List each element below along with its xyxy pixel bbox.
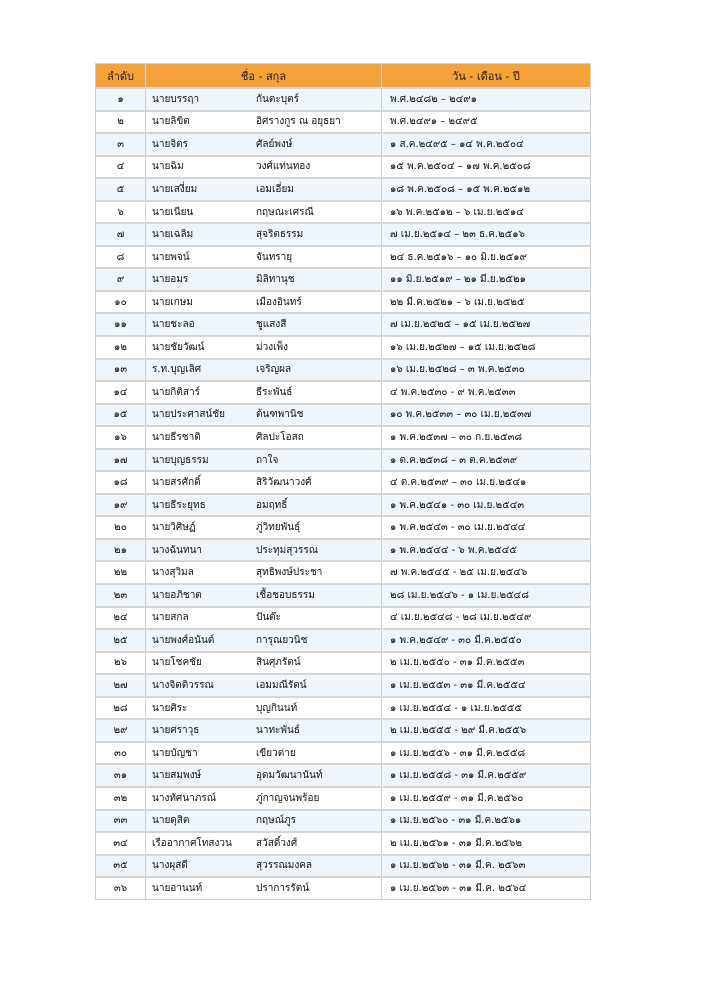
last-name: เมืองอินทร์ [256, 296, 302, 308]
first-name: นายโชคชัย [152, 657, 202, 669]
last-name: อมฤทธิ์ [256, 499, 288, 511]
row-name [146, 652, 382, 675]
row-name [146, 201, 382, 224]
row-term: ๑ พ.ค.๒๕๔๙ - ๓๐ มี.ค.๒๕๕๐ [382, 629, 591, 652]
last-name: สวัสดิ์วงศ์ [256, 837, 298, 849]
first-name: เรืออากาศโทสงวน [152, 837, 232, 849]
row-name [146, 629, 382, 652]
first-name: นายชัยวัฒน์ [152, 341, 205, 353]
row-term: ๑ ส.ค.๒๔๙๕ – ๑๔ พ.ค.๒๕๐๔ [382, 133, 591, 156]
table-row [96, 133, 591, 156]
row-term: ๑ เม.ย.๒๕๖๒ - ๓๑ มี.ค. ๒๕๖๓ [382, 855, 591, 878]
first-name: นายอานนท์ [152, 882, 203, 894]
header-term: วัน - เดือน - ปี [382, 64, 591, 89]
row-number: ๑๔ [96, 381, 146, 404]
table-row [96, 449, 591, 472]
first-name: นางทัศนาภรณ์ [152, 792, 216, 804]
row-number: ๓๖ [96, 877, 146, 899]
last-name: ภู่วิทยพันธุ์ [256, 522, 301, 534]
first-name: นายบุญธรรม [152, 454, 209, 466]
table-row [96, 787, 591, 810]
row-number: ๒๑ [96, 539, 146, 562]
row-term: ๑ เม.ย.๒๕๕๙ - ๓๑ มี.ค.๒๕๖๐ [382, 787, 591, 810]
last-name: ปราการรัตน์ [256, 882, 310, 894]
header-row [96, 64, 591, 89]
table-row [96, 810, 591, 833]
row-term: ๗ เม.ย.๒๕๒๕ – ๑๕ เม.ย.๒๕๒๗ [382, 313, 591, 336]
row-term: ๑๖ เม.ย.๒๕๒๗ – ๑๕ เม.ย.๒๕๒๘ [382, 336, 591, 359]
row-name [146, 742, 382, 765]
last-name: ศิลปะโอสถ [256, 431, 304, 443]
first-name: นายชะลอ [152, 319, 195, 331]
row-name [146, 697, 382, 720]
row-term: ๑ ต.ค.๒๕๓๘ – ๓ ต.ค.๒๕๓๙ [382, 449, 591, 472]
first-name: นายศิระ [152, 702, 188, 714]
last-name: มิลิทานุช [256, 274, 295, 286]
row-name [146, 359, 382, 382]
row-name [146, 539, 382, 562]
table-row [96, 201, 591, 224]
last-name: ประทุมสุวรรณ [256, 544, 319, 556]
table-header [96, 64, 591, 89]
last-name: ต้นฑพานิช [256, 409, 304, 421]
first-name: นายลิขิต [152, 116, 190, 128]
table-row [96, 652, 591, 675]
first-name: นางผุสดี [152, 860, 188, 872]
first-name: นางฉันทนา [152, 544, 203, 556]
table-row [96, 539, 591, 562]
table-row [96, 88, 591, 111]
table-row [96, 516, 591, 539]
row-term: ๒๘ เม.ย.๒๕๔๖ - ๑ เม.ย.๒๕๔๘ [382, 584, 591, 607]
row-term: ๑ พ.ค.๒๕๔๓ - ๓๐ เม.ย.๒๕๔๔ [382, 516, 591, 539]
row-term: ๔ ต.ค.๒๕๓๙ – ๓๐ เม.ย.๒๕๔๑ [382, 471, 591, 494]
table-row [96, 561, 591, 584]
row-term: ๒ เม.ย.๒๕๖๑ - ๓๑ มี.ค.๒๕๖๒ [382, 832, 591, 855]
last-name: กันตะบุตร์ [256, 93, 299, 105]
first-name: นายอภิชาต [152, 589, 202, 601]
row-term: ๑ เม.ย.๒๕๕๓ - ๓๑ มี.ค.๒๕๕๔ [382, 674, 591, 697]
table-row [96, 246, 591, 269]
first-name: นายเกษม [152, 296, 193, 308]
row-name [146, 787, 382, 810]
first-name: นายสรศักดิ์ [152, 477, 201, 489]
first-name: นายเสงี่ยม [152, 183, 198, 195]
row-number: ๓๐ [96, 742, 146, 765]
table-row [96, 742, 591, 765]
row-number: ๑๓ [96, 359, 146, 382]
row-number: ๒ [96, 111, 146, 134]
roster-table [95, 63, 591, 900]
row-number: ๑๕ [96, 404, 146, 427]
row-term: ๑๖ พ.ค.๒๕๑๒ – ๖ เม.ย.๒๕๑๔ [382, 201, 591, 224]
last-name: กฤษณะเศรณี [256, 206, 314, 218]
row-number: ๕ [96, 178, 146, 201]
first-name: ร.ท.บุญเลิศ [152, 364, 202, 376]
first-name: นายสมพงษ์ [152, 770, 202, 782]
row-number: ๓๑ [96, 764, 146, 787]
row-term: ๑๘ พ.ค.๒๕๐๘ – ๑๕ พ.ค.๒๕๑๒ [382, 178, 591, 201]
row-name [146, 246, 382, 269]
row-term: ๔ เม.ย.๒๕๔๘ - ๒๘ เม.ย.๒๕๔๙ [382, 607, 591, 630]
row-name [146, 674, 382, 697]
row-name [146, 156, 382, 179]
row-name [146, 719, 382, 742]
row-number: ๒๔ [96, 607, 146, 630]
row-term: ๗ พ.ค.๒๕๔๕ - ๒๕ เม.ย.๒๕๔๖ [382, 561, 591, 584]
row-number: ๓ [96, 133, 146, 156]
last-name: กฤษณ์ภูร [256, 815, 296, 827]
row-term: ๑๑ มิ.ย.๒๕๑๙ – ๒๑ มี.ย.๒๕๒๑ [382, 268, 591, 291]
row-name [146, 268, 382, 291]
table-row [96, 381, 591, 404]
row-name [146, 516, 382, 539]
first-name: นายวิศิษฏ์ [152, 522, 196, 534]
table-row [96, 697, 591, 720]
table-row [96, 629, 591, 652]
row-number: ๑๑ [96, 313, 146, 336]
row-number: ๙ [96, 268, 146, 291]
last-name: สุวรรณมงคล [256, 860, 313, 872]
row-number: ๒๘ [96, 697, 146, 720]
row-name [146, 561, 382, 584]
row-number: ๑๘ [96, 471, 146, 494]
row-number: ๑ [96, 88, 146, 111]
row-term: ๑ พ.ค.๒๕๔๑ - ๓๐ เม.ย.๒๕๔๓ [382, 494, 591, 517]
table-row [96, 426, 591, 449]
row-number: ๖ [96, 201, 146, 224]
row-number: ๒๒ [96, 561, 146, 584]
last-name: เอมมณีรัตน์ [256, 679, 307, 691]
row-name [146, 381, 382, 404]
last-name: วงศ์แท่นทอง [256, 161, 311, 173]
table-row [96, 607, 591, 630]
row-term: ๑ เม.ย.๒๕๕๖ - ๓๑ มี.ค.๒๕๕๘ [382, 742, 591, 765]
row-number: ๑๒ [96, 336, 146, 359]
row-term: ๒๒ มี.ค.๒๕๒๑ – ๖ เม.ย.๒๕๒๕ [382, 291, 591, 314]
row-name [146, 426, 382, 449]
last-name: เชื้อชอบธรรม [256, 589, 315, 601]
row-name [146, 291, 382, 314]
row-number: ๒๓ [96, 584, 146, 607]
first-name: นายอมร [152, 274, 189, 286]
last-name: บุญกินนท์ [256, 702, 298, 714]
first-name: นายบัญชา [152, 747, 198, 759]
table-row [96, 291, 591, 314]
last-name: อุดมวัฒนานันท์ [256, 770, 323, 782]
first-name: นายศราวุธ [152, 725, 200, 737]
row-term: ๒ เม.ย.๒๕๕๕ - ๒๙ มี.ค.๒๕๕๖ [382, 719, 591, 742]
row-name [146, 494, 382, 517]
row-number: ๑๗ [96, 449, 146, 472]
last-name: ภู่กาญจนพร้อย [256, 792, 320, 804]
row-name [146, 832, 382, 855]
row-name [146, 133, 382, 156]
table-row [96, 674, 591, 697]
table-row [96, 359, 591, 382]
last-name: สิริวัฒนาวงศ์ [256, 477, 312, 489]
first-name: นายเนียน [152, 206, 194, 218]
first-name: นายประศาสน์ชัย [152, 409, 225, 421]
first-name: นายธีระยุทธ [152, 499, 206, 511]
table-row [96, 494, 591, 517]
row-name [146, 810, 382, 833]
table-row [96, 268, 591, 291]
table-row [96, 855, 591, 878]
row-number: ๒๐ [96, 516, 146, 539]
row-number: ๓๕ [96, 855, 146, 878]
row-term: ๑ พ.ค.๒๕๔๔ - ๖ พ.ค.๒๕๔๕ [382, 539, 591, 562]
first-name: นายพจน์ [152, 251, 190, 263]
row-name [146, 178, 382, 201]
row-number: ๒๙ [96, 719, 146, 742]
row-term: ๑๖ เม.ย.๒๕๒๘ – ๓ พ.ค.๒๕๓๐ [382, 359, 591, 382]
row-number: ๒๖ [96, 652, 146, 675]
last-name: เอมเอี่ยม [256, 183, 294, 195]
first-name: นางจิตติวรรณ [152, 679, 214, 691]
first-name: นายฉิม [152, 161, 184, 173]
row-name [146, 855, 382, 878]
table-row [96, 764, 591, 787]
table-body [96, 88, 591, 899]
last-name: สุทธิพงษ์ประชา [256, 567, 323, 579]
last-name: จันทรายุ [256, 251, 293, 263]
row-number: ๔ [96, 156, 146, 179]
row-term: ๑ เม.ย.๒๕๕๔ - ๑ เม.ย.๒๕๕๕ [382, 697, 591, 720]
row-term: ๑ เม.ย.๒๕๕๘ - ๓๑ มี.ค.๒๕๕๙ [382, 764, 591, 787]
last-name: ศัลย์พงษ์ [256, 138, 293, 150]
table-row [96, 178, 591, 201]
table-row [96, 404, 591, 427]
first-name: นายเฉลิม [152, 229, 194, 241]
table-row [96, 313, 591, 336]
first-name: นายกิติสาร์ [152, 386, 200, 398]
row-term: ๗ เม.ย.๒๕๑๔ – ๒๓ ธ.ค.๒๕๑๖ [382, 223, 591, 246]
row-number: ๒๕ [96, 629, 146, 652]
first-name: นายพงศ์อนันต์ [152, 634, 215, 646]
row-number: ๑๐ [96, 291, 146, 314]
row-name [146, 764, 382, 787]
table-row [96, 877, 591, 899]
first-name: นายบรรฤา [152, 93, 200, 105]
table-row [96, 156, 591, 179]
header-order: ลำดับ [96, 64, 146, 89]
last-name: ชูแสงสี [256, 319, 287, 331]
row-number: ๗ [96, 223, 146, 246]
table-row [96, 584, 591, 607]
row-name [146, 111, 382, 134]
last-name: เขียวต่าย [256, 747, 296, 759]
first-name: นายจิตร [152, 138, 189, 150]
table-row [96, 223, 591, 246]
row-number: ๑๙ [96, 494, 146, 517]
first-name: นายดุสิต [152, 815, 190, 827]
row-number: ๓๒ [96, 787, 146, 810]
first-name: นายธีรชาติ [152, 431, 201, 443]
last-name: ธีระพันธ์ [256, 386, 293, 398]
last-name: ถาใจ [256, 454, 279, 466]
last-name: อิศรางกูร ณ อยุธยา [256, 116, 341, 128]
row-term: ๑ เม.ย.๒๕๖๓ - ๓๑ มี.ค. ๒๕๖๔ [382, 877, 591, 899]
row-term: ๒ เม.ย.๒๕๕๐ - ๓๑ มี.ค.๒๕๕๓ [382, 652, 591, 675]
row-term: ๑ เม.ย.๒๕๖๐ - ๓๑ มี.ค.๒๕๖๑ [382, 810, 591, 833]
row-term: พ.ศ.๒๔๙๑ – ๒๔๙๕ [382, 111, 591, 134]
table-row [96, 832, 591, 855]
row-name [146, 471, 382, 494]
first-name: นางสุวิมล [152, 567, 194, 579]
last-name: นาทะพันธ์ [256, 725, 300, 737]
row-term: ๑๕ พ.ค.๒๕๐๔ – ๑๗ พ.ค.๒๕๐๘ [382, 156, 591, 179]
row-term: พ.ศ.๒๔๘๒ – ๒๔๙๑ [382, 88, 591, 111]
row-term: ๒๔ ธ.ค.๒๕๑๖ – ๑๐ มิ.ย.๒๕๑๙ [382, 246, 591, 269]
row-number: ๒๗ [96, 674, 146, 697]
row-name [146, 404, 382, 427]
last-name: เจริญผล [256, 364, 292, 376]
row-name [146, 336, 382, 359]
row-name [146, 877, 382, 899]
last-name: ม่วงเพ็ง [256, 341, 288, 353]
row-name [146, 607, 382, 630]
row-name [146, 584, 382, 607]
row-number: ๘ [96, 246, 146, 269]
row-number: ๑๖ [96, 426, 146, 449]
last-name: ปันต๊ะ [256, 612, 282, 624]
table-row [96, 471, 591, 494]
row-name [146, 313, 382, 336]
row-term: ๔ พ.ค.๒๕๓๐ - ๙ พ.ค.๒๕๓๓ [382, 381, 591, 404]
row-term: ๑๐ พ.ค.๒๕๓๓ – ๓๐ เม.ย.๒๕๓๗ [382, 404, 591, 427]
table-row [96, 111, 591, 134]
header-name: ชื่อ - สกุล [146, 64, 382, 89]
last-name: การุณยวนิช [256, 634, 308, 646]
row-number: ๓๓ [96, 810, 146, 833]
table-row [96, 336, 591, 359]
last-name: สินศุภรัตน์ [256, 657, 301, 669]
last-name: สุจริตธรรม [256, 229, 304, 241]
row-number: ๓๔ [96, 832, 146, 855]
first-name: นายสกล [152, 612, 189, 624]
row-term: ๑ พ.ค.๒๕๓๗ – ๓๐ ก.ย.๒๕๓๘ [382, 426, 591, 449]
row-name [146, 223, 382, 246]
table-row [96, 719, 591, 742]
row-name [146, 88, 382, 111]
row-name [146, 449, 382, 472]
